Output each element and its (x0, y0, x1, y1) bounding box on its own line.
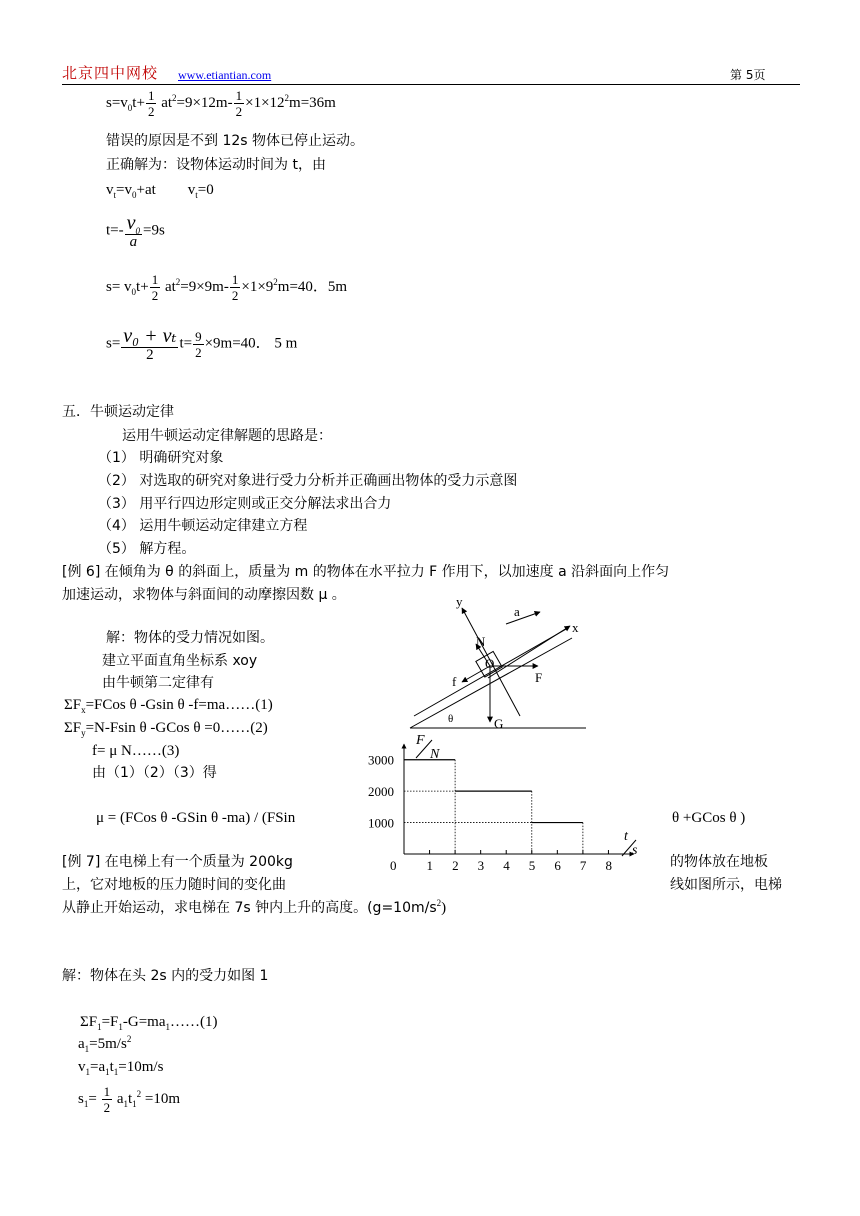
example6-eq1: $\Sigma F_x=FCos$ θ -Gsin θ -f=ma……(1) (64, 697, 273, 715)
x-tick-label: 4 (503, 858, 510, 873)
pressure-time-chart (364, 728, 654, 878)
example6-solution-1: 解：物体的受力情况如图。 (106, 630, 274, 646)
x-tick-label: 2 (452, 858, 459, 873)
example7-line3: 从静止开始运动，求电梯在 7s 钟内上升的高度。$(g=10m/s^2)$ (62, 898, 447, 916)
x-tick-label: 5 (528, 858, 536, 873)
label-f: f (452, 674, 457, 689)
x-tick-label: 3 (477, 858, 485, 873)
example6-line1: [例 6] 在倾角为 θ 的斜面上，质量为 m 的物体在水平拉力 F 作用下，以加速度 a 沿斜面向上作匀 (62, 564, 670, 580)
step-5: （5） 解方程。 (98, 541, 196, 557)
step-2: （2） 对选取的研究对象进行受力分析并正确画出物体的受力示意图 (98, 473, 518, 489)
eq-line-s-9: $s= v_0t+$ $\frac{1}{2}$ $at^2=9\times 9m-$ $\frac{1}{2}$ $\times 1\times 9^2m=40$．5m (106, 272, 348, 303)
x-tick-label: 8 (605, 858, 612, 873)
label-y: y (456, 594, 463, 609)
header-rule (62, 84, 800, 85)
example7-line1-right: 的物体放在地板 (670, 854, 768, 870)
example6-solution-2: 建立平面直角坐标系 xoy (102, 653, 258, 669)
label-N: N (476, 634, 486, 649)
chart-label-F: F (416, 733, 425, 748)
section-intro: 运用牛顿运动定律解题的思路是： (122, 428, 332, 444)
example7-line2-right: 线如图所示，电梯 (670, 877, 782, 893)
chart-label-t: t (624, 829, 628, 844)
example6-eq2: $\Sigma F_y=N$-Fsin θ -GCos θ =0……(2) (64, 720, 268, 738)
y-tick-label: 1000 (368, 815, 394, 831)
page-number: 第 5页 (730, 68, 766, 82)
eq-line-vt: $v_t=v_0+at$ $v_t=0$ (106, 182, 214, 200)
label-a: a (514, 604, 520, 619)
example7-eq2: $a_1=5m/s^2$ (78, 1034, 132, 1054)
school-name: 北京四中网校 (62, 64, 159, 82)
force-diagram (400, 592, 800, 732)
chart-label-N: N (430, 747, 440, 762)
example6-solution-3: 由牛顿第二定律有 (102, 675, 214, 691)
x-axis-arrow (488, 626, 570, 678)
label-x: x (572, 620, 579, 635)
incline-upper (414, 628, 568, 716)
incline-lower (410, 638, 572, 728)
error-reason: 错误的原因是不到 12s 物体已停止运动。 (106, 133, 365, 149)
x-tick-label: 6 (554, 858, 561, 873)
eq-line-s-avg: s= $\frac{\text{v₀ + vₜ}}{2}$ t= $\frac{9}{2}$ ×9m=40． 5 m (106, 325, 298, 363)
example7-line1-left: [例 7] 在电梯上有一个质量为 200kg (62, 854, 293, 870)
x-tick-label: 1 (426, 858, 434, 873)
example7-eq1: $\Sigma F_1=F_1-G=ma_1\dots\dots(1)$ (80, 1014, 218, 1032)
label-F: F (535, 670, 543, 685)
eq-line-t: t=- $\frac{v_0}{a}$ =9s (106, 212, 165, 250)
chart-label-s: s (632, 843, 638, 858)
y-tick-label: 2000 (368, 784, 394, 800)
acceleration-arrow (506, 612, 540, 624)
y-tick-label: 3000 (368, 752, 394, 768)
example7-solution-intro: 解：物体在头 2s 内的受力如图 1 (62, 968, 269, 984)
example6-result-right: θ +GCos θ ) (672, 810, 746, 826)
correct-solution-intro: 正确解为：设物体运动时间为 t，由 (106, 157, 326, 173)
example7-eq4: $s_1=$ $\frac{1}{2}$ $a_1t_1^2 =10m$ (78, 1084, 181, 1115)
example6-result-left: μ = (FCos θ -GSin θ -ma) / (FSin (96, 810, 296, 826)
x-tick-label: 7 (579, 858, 587, 873)
label-G: G (494, 716, 504, 731)
example6-line2: 加速运动，求物体与斜面间的动摩擦因数 μ 。 (62, 587, 346, 603)
section-title: 五．牛顿运动定律 (62, 404, 174, 420)
x-tick-label: 0 (390, 858, 397, 873)
example7-eq3: $v_1=a_1t_1=10m/s$ (78, 1059, 164, 1077)
example6-eq3: f= μ N……(3) (92, 743, 180, 759)
step-1: （1） 明确研究对象 (98, 450, 224, 466)
label-O: O (485, 656, 495, 671)
eq-line-1: $s=v_0t+$ $\frac{1}{2}$ $at^2=9\times 12m-$ $\frac{1}{2}$ $\times 1\times 12^2m=36m$ (106, 88, 336, 119)
step-4: （4） 运用牛顿运动定律建立方程 (98, 518, 308, 534)
step-3: （3） 用平行四边形定则或正交分解法求出合力 (98, 496, 392, 512)
label-theta: θ (448, 713, 454, 725)
site-url-link[interactable]: www.etiantian.com (178, 68, 272, 82)
example6-eq4: 由（1）（2）（3）得 (92, 765, 217, 781)
example7-line2-left: 上，它对地板的压力随时间的变化曲 (62, 877, 286, 893)
